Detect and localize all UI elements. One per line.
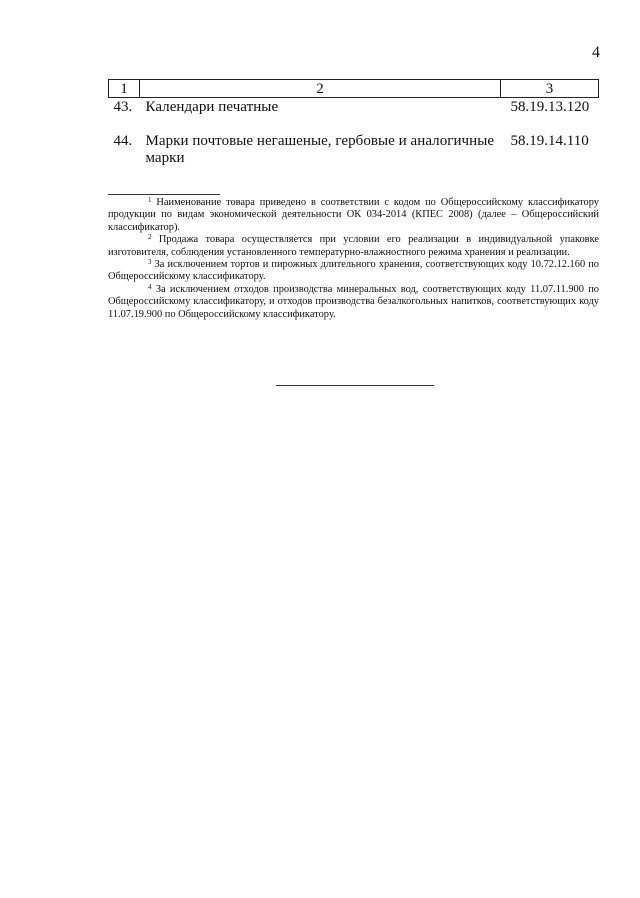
footnote-text: За исключением тортов и пирожных длительного хранения, соответствующих коду 10.72.12.160 по Общероссийскому классификатору. [108, 259, 599, 283]
row-number: 44. [113, 133, 133, 149]
table-header-row [109, 80, 599, 98]
page-number: 4 [592, 44, 600, 61]
footnote-mark: 1 [148, 196, 152, 204]
row-product-name: Календари печатные [145, 99, 279, 115]
footnotes [108, 197, 599, 321]
column-header-3: 3 [501, 80, 599, 98]
footnote-text: Продажа товара осуществляется при условии его реализации в индивидуальной упаковке изготовителя, соблюдения установленного температурно-влажностного режима хранения и реализации. [108, 234, 599, 258]
footnote-mark: 4 [148, 282, 152, 291]
row-product-code: 58.19.14.110 [510, 133, 589, 149]
row-number: 43. [113, 99, 133, 115]
column-header-1: 1 [109, 80, 140, 98]
table-row [109, 98, 599, 117]
footnote [108, 284, 599, 321]
footnote-text: Наименование товара приведено в соответствии с кодом по Общероссийскому классификатору продукции по видам экономической деятельности ОК 034-2014 (КПЕС 2008) (далее – Общероссийский классификатор). [108, 197, 599, 233]
row-product-name: Марки почтовые негашеные, гербовые и аналогичные марки [145, 133, 495, 166]
table-row [109, 116, 599, 167]
footnote-mark: 2 [148, 233, 152, 242]
goods-table [108, 79, 599, 167]
footnote [108, 197, 599, 234]
footnote [108, 234, 599, 259]
end-of-document-rule [276, 385, 434, 386]
footnote [108, 259, 599, 284]
column-header-2: 2 [139, 80, 500, 98]
footnote-mark: 3 [148, 258, 152, 267]
footnote-text: За исключением отходов производства минеральных вод, соответствующих коду 11.07.11.900 по Общероссийскому классификатору, и отходов производства безалкогольных напитков, соответствующих коду 11.07.19.900 по Общероссийскому классификатору. [108, 283, 599, 320]
footnote-separator [108, 194, 220, 195]
row-product-code: 58.19.13.120 [510, 99, 590, 115]
